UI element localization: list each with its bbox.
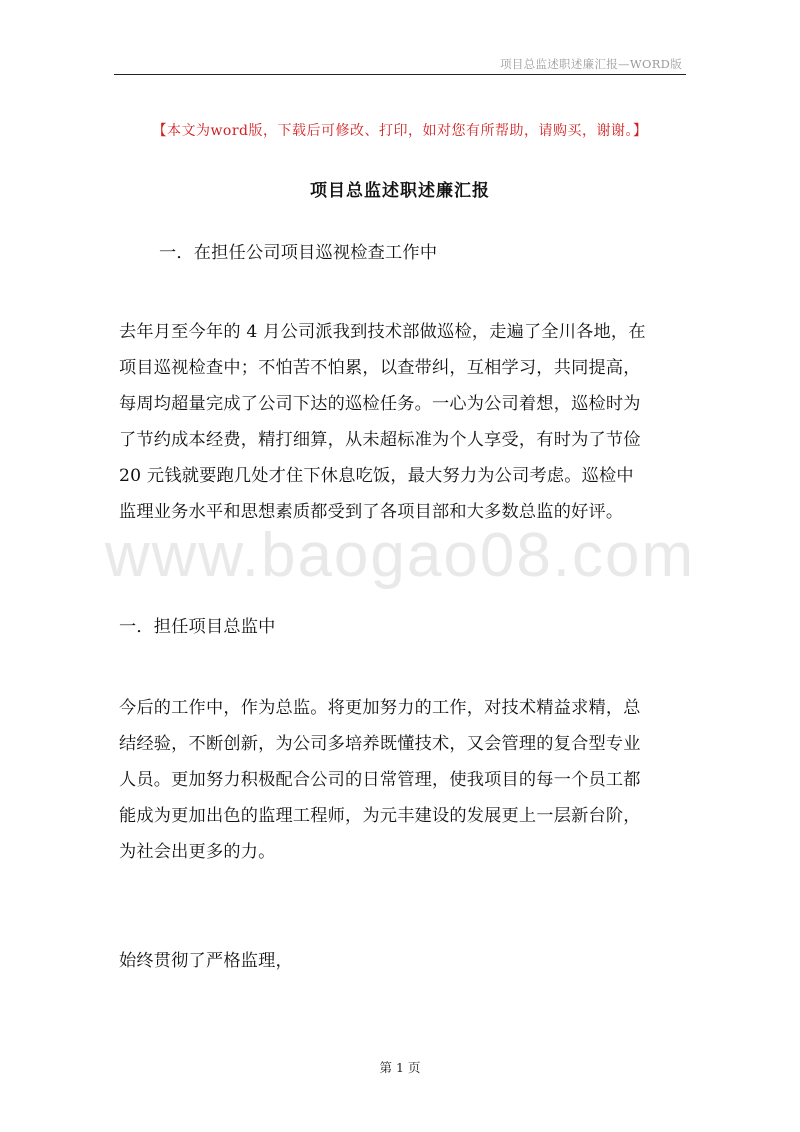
paragraph-line: 人员。更加努力积极配合公司的日常管理，使我项目的每一个员工都	[119, 770, 641, 790]
paragraph-line: 结经验，不断创新，为公司多培养既懂技术，又会管理的复合型专业	[119, 734, 641, 754]
header-divider	[114, 74, 686, 75]
paragraph-3: 始终贯彻了严格监理，	[119, 951, 293, 971]
paragraph-line: 项目巡视检查中；不怕苦不怕累，以查带纠，互相学习，共同提高，	[119, 358, 641, 378]
watermark: www.baogao08.com	[104, 521, 696, 590]
section-2-heading: 一．担任项目总监中	[119, 617, 276, 637]
page-header-text: 项目总监述职述廉汇报—WORD版	[500, 57, 682, 71]
page-number: 第 1 页	[379, 1060, 421, 1075]
paragraph-line: 今后的工作中，作为总监。将更加努力的工作，对技术精益求精，总	[119, 698, 641, 718]
paragraph-line: 为社会出更多的力。	[119, 842, 276, 862]
paragraph-line: 每周均超量完成了公司下达的巡检任务。一心为公司着想，巡检时为	[119, 394, 641, 414]
paragraph-1	[119, 314, 689, 530]
paragraph-line: 能成为更加出色的监理工程师，为元丰建设的发展更上一层新台阶，	[119, 806, 641, 826]
document-title: 项目总监述职述廉汇报	[310, 181, 490, 201]
section-1-heading: 一．在担任公司项目巡视检查工作中	[159, 243, 438, 263]
paragraph-line: 了节约成本经费，精打细算，从未超标准为个人享受，有时为了节俭	[119, 430, 641, 450]
paragraph-line: 20 元钱就要跑几处才住下休息吃饭，最大努力为公司考虑。巡检中	[119, 466, 634, 486]
purchase-notice: 【本文为word版，下载后可修改、打印，如对您有所帮助，请购买，谢谢。】	[152, 123, 648, 139]
paragraph-2	[119, 690, 689, 870]
paragraph-line: 去年月至今年的 4 月公司派我到技术部做巡检，走遍了全川各地，在	[119, 322, 646, 342]
paragraph-line: 监理业务水平和思想素质都受到了各项目部和大多数总监的好评。	[119, 502, 624, 522]
